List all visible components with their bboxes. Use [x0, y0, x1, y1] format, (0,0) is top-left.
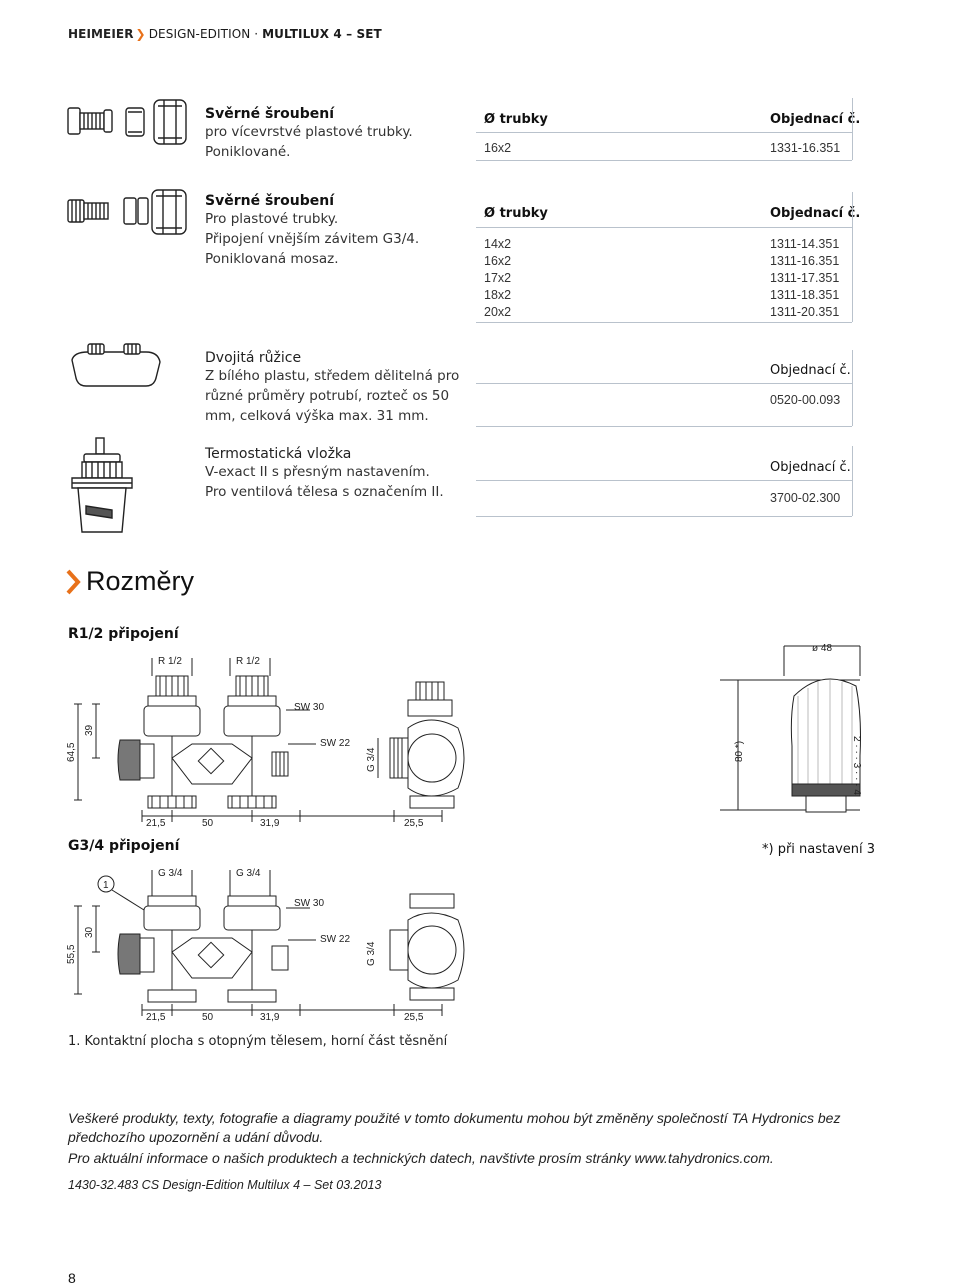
table-border — [852, 98, 853, 160]
bottom-dim-label: 21,5 — [146, 818, 166, 829]
product-desc-line: Poniklované. — [205, 144, 291, 160]
height-label: 80 *) — [734, 740, 745, 762]
section-title: Rozměry — [86, 566, 195, 596]
document-number: 1430-32.483 CS Design-Edition Multilux 4 – Set 03.2013 — [68, 1178, 382, 1192]
table-header-rule — [476, 480, 852, 481]
side-thread-label: G 3/4 — [366, 747, 377, 772]
edition-label: DESIGN-EDITION · — [148, 27, 263, 41]
thread-label: R 1/2 — [158, 656, 182, 667]
table-cell: 14x2 — [484, 237, 512, 251]
product-2-text — [205, 193, 419, 269]
bottom-dim-label: 50 — [202, 1012, 214, 1023]
table-cell: 1311-16.351 — [770, 254, 840, 268]
col-header-order: Objednací č. — [770, 363, 851, 378]
bottom-dim-label: 25,5 — [404, 818, 424, 829]
thermostatic-insert-image — [68, 436, 168, 536]
product-4-text — [205, 446, 444, 502]
brand-name: HEIMEIER — [68, 27, 134, 41]
product-desc-line: V-exact II s přesným nastavením. — [205, 464, 430, 480]
table-header-rule — [476, 227, 852, 228]
bottom-dim-label: 31,9 — [260, 1012, 280, 1023]
double-rosette-image — [68, 340, 164, 390]
col-header-pipe: Ø trubky — [484, 206, 548, 221]
table-cell: 18x2 — [484, 288, 512, 302]
setting-scale: 2 · · · 3 · · · 4 — [851, 736, 862, 795]
order-number: 0520-00.093 — [770, 393, 841, 407]
height-total-label: 64,5 — [66, 742, 77, 762]
table-border — [852, 446, 853, 516]
height-upper-label: 30 — [84, 926, 95, 938]
product-desc-line: různé průměry potrubí, rozteč os 50 — [205, 388, 450, 404]
wrench-size-label: SW 30 — [294, 702, 325, 713]
product-title: Dvojitá růžice — [205, 350, 302, 366]
table-bottom-rule — [476, 426, 852, 427]
bottom-dim-label: 21,5 — [146, 1012, 166, 1023]
table-border — [852, 192, 853, 322]
table-border — [852, 350, 853, 426]
product-desc-line: Pro ventilová tělesa s označením II. — [205, 484, 444, 500]
product-desc-line: Pro plastové trubky. — [205, 211, 339, 227]
callout-number: 1 — [103, 880, 109, 891]
g34-dimension-drawing — [60, 860, 480, 1032]
g34-heading: G3/4 připojení — [68, 838, 180, 854]
thermostat-head-drawing — [720, 636, 880, 836]
disclaimer-line: předchozího upozornění a udání důvodu. — [68, 1129, 324, 1145]
thread-label: G 3/4 — [158, 868, 183, 879]
product-1-text — [205, 106, 413, 162]
col-header-order: Objednací č. — [770, 460, 851, 475]
r12-heading: R1/2 připojení — [68, 626, 179, 642]
bottom-dim-label: 50 — [202, 818, 214, 829]
product-desc-line: Z bílého plastu, středem dělitelná pro — [205, 368, 460, 384]
disclaimer-line: Veškeré produkty, texty, fotografie a diagramy použité v tomto dokumentu mohou být změněny společností TA Hydronics bez — [68, 1110, 841, 1126]
table-cell: 1311-17.351 — [770, 271, 840, 285]
table-cell: 17x2 — [484, 271, 512, 285]
footnote: 1. Kontaktní plocha s otopným tělesem, horní část těsnění — [68, 1034, 448, 1049]
table-bottom-rule — [476, 160, 852, 161]
table-cell: 16x2 — [484, 141, 512, 155]
side-thread-label: G 3/4 — [366, 941, 377, 966]
table-cell: 16x2 — [484, 254, 512, 268]
wrench-size-label: SW 22 — [320, 934, 351, 945]
r12-dimension-drawing — [60, 648, 480, 838]
product-desc-line: Poniklovaná mosaz. — [205, 251, 339, 267]
page-header — [68, 27, 382, 41]
diameter-label: ø 48 — [812, 643, 833, 654]
product-desc-line: pro vícevrstvé plastové trubky. — [205, 124, 413, 140]
col-header-order: Objednací č. — [770, 112, 861, 127]
product-desc-line: mm, celková výška max. 31 mm. — [205, 408, 429, 424]
disclaimer-line: Pro aktuální informace o našich produktech a technických datech, navštivte prosím stránky www.tahydronics.com. — [68, 1150, 774, 1166]
table-cell: 1311-20.351 — [770, 305, 840, 319]
thread-label: R 1/2 — [236, 656, 260, 667]
table-cell: 1311-18.351 — [770, 288, 840, 302]
table-header-rule — [476, 383, 852, 384]
table-cell: 1311-14.351 — [770, 237, 840, 251]
wrench-size-label: SW 30 — [294, 898, 325, 909]
product-title: Svěrné šroubení — [205, 193, 335, 209]
product-title: Termostatická vložka — [205, 446, 352, 462]
table-cell: 20x2 — [484, 305, 512, 319]
compression-fitting-image — [66, 98, 190, 148]
product-3-text — [205, 350, 459, 426]
height-upper-label: 39 — [84, 724, 95, 736]
table-bottom-rule — [476, 322, 852, 323]
thermostat-note: *) při nastavení 3 — [762, 842, 876, 857]
order-number: 3700-02.300 — [770, 491, 841, 505]
table-cell: 1331-16.351 — [770, 141, 841, 155]
bottom-dim-label: 31,9 — [260, 818, 280, 829]
chevron-right-icon: ❯ — [135, 27, 146, 41]
table-header-rule — [476, 132, 852, 133]
height-total-label: 55,5 — [66, 944, 77, 964]
plastic-pipe-fitting-image — [66, 188, 190, 238]
table-col-pipe — [484, 236, 511, 321]
model-label: MULTILUX 4 – SET — [262, 27, 382, 41]
wrench-size-label: SW 22 — [320, 738, 351, 749]
page-number: 8 — [68, 1270, 76, 1286]
table-col-order — [770, 236, 839, 321]
chevron-right-icon — [66, 568, 80, 596]
product-title: Svěrné šroubení — [205, 106, 335, 122]
table-bottom-rule — [476, 516, 852, 517]
thread-label: G 3/4 — [236, 868, 261, 879]
col-header-pipe: Ø trubky — [484, 112, 548, 127]
product-desc-line: Připojení vnějším závitem G3/4. — [205, 231, 420, 247]
col-header-order: Objednací č. — [770, 206, 861, 221]
bottom-dim-label: 25,5 — [404, 1012, 424, 1023]
